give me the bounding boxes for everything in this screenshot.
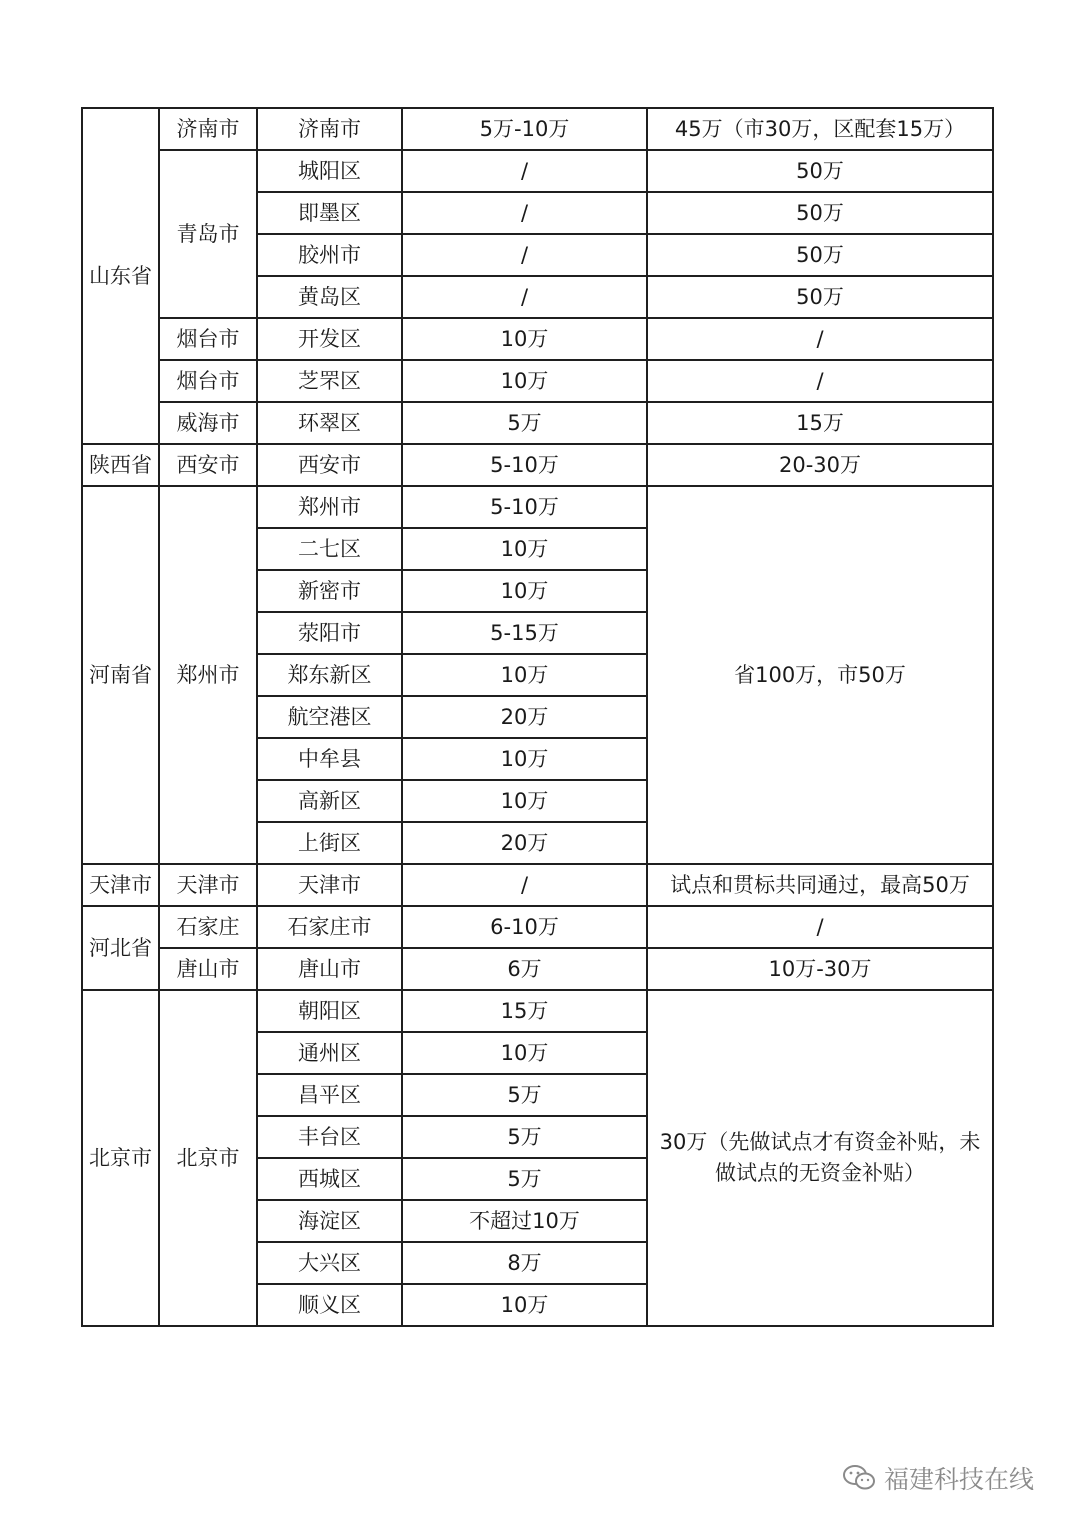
table-row	[82, 864, 993, 906]
higher-subsidy-cell: 50万	[647, 234, 993, 276]
district-cell: 石家庄市	[257, 906, 402, 948]
district-cell: 环翠区	[257, 402, 402, 444]
district-subsidy-cell: 10万	[402, 780, 647, 822]
district-cell: 西城区	[257, 1158, 402, 1200]
city-cell: 济南市	[159, 108, 257, 150]
table-row	[82, 360, 993, 402]
city-cell: 威海市	[159, 402, 257, 444]
higher-subsidy-cell: 50万	[647, 192, 993, 234]
district-cell: 天津市	[257, 864, 402, 906]
district-subsidy-cell: 5-10万	[402, 444, 647, 486]
table-row	[82, 150, 993, 192]
district-cell: 顺义区	[257, 1284, 402, 1326]
district-subsidy-cell: 5万	[402, 1116, 647, 1158]
higher-subsidy-cell: /	[647, 360, 993, 402]
district-subsidy-cell: 5万-10万	[402, 108, 647, 150]
district-cell: 郑州市	[257, 486, 402, 528]
district-subsidy-cell: 20万	[402, 822, 647, 864]
city-cell: 烟台市	[159, 318, 257, 360]
district-cell: 新密市	[257, 570, 402, 612]
district-subsidy-cell: 15万	[402, 990, 647, 1032]
district-cell: 通州区	[257, 1032, 402, 1074]
district-cell: 中牟县	[257, 738, 402, 780]
watermark	[842, 1460, 1034, 1496]
city-cell: 北京市	[159, 990, 257, 1326]
district-cell: 西安市	[257, 444, 402, 486]
city-cell: 烟台市	[159, 360, 257, 402]
table-row	[82, 444, 993, 486]
higher-subsidy-cell: 45万（市30万，区配套15万）	[647, 108, 993, 150]
higher-subsidy-cell: 10万-30万	[647, 948, 993, 990]
province-cell: 山东省	[82, 108, 159, 444]
district-subsidy-cell: 20万	[402, 696, 647, 738]
district-cell: 上街区	[257, 822, 402, 864]
district-subsidy-cell: 5万	[402, 1158, 647, 1200]
province-cell: 天津市	[82, 864, 159, 906]
district-cell: 丰台区	[257, 1116, 402, 1158]
district-cell: 胶州市	[257, 234, 402, 276]
province-cell: 陕西省	[82, 444, 159, 486]
district-subsidy-cell: 5-10万	[402, 486, 647, 528]
subsidy-table	[81, 107, 994, 1327]
higher-subsidy-cell: 15万	[647, 402, 993, 444]
table-row	[82, 486, 993, 528]
district-cell: 郑东新区	[257, 654, 402, 696]
table-body	[82, 108, 993, 1326]
higher-subsidy-cell: 30万（先做试点才有资金补贴，未做试点的无资金补贴）	[647, 990, 993, 1326]
district-subsidy-cell: 5-15万	[402, 612, 647, 654]
district-subsidy-cell: 10万	[402, 360, 647, 402]
district-cell: 芝罘区	[257, 360, 402, 402]
district-cell: 荥阳市	[257, 612, 402, 654]
district-subsidy-cell: 10万	[402, 1032, 647, 1074]
province-cell: 河北省	[82, 906, 159, 990]
higher-subsidy-cell: /	[647, 318, 993, 360]
table-row	[82, 402, 993, 444]
city-cell: 天津市	[159, 864, 257, 906]
district-subsidy-cell: /	[402, 150, 647, 192]
district-subsidy-cell: 8万	[402, 1242, 647, 1284]
city-cell: 西安市	[159, 444, 257, 486]
district-cell: 海淀区	[257, 1200, 402, 1242]
district-subsidy-cell: 5万	[402, 1074, 647, 1116]
province-cell: 北京市	[82, 990, 159, 1326]
district-cell: 唐山市	[257, 948, 402, 990]
district-cell: 济南市	[257, 108, 402, 150]
district-cell: 即墨区	[257, 192, 402, 234]
table-row	[82, 906, 993, 948]
district-subsidy-cell: 6-10万	[402, 906, 647, 948]
district-cell: 城阳区	[257, 150, 402, 192]
district-cell: 黄岛区	[257, 276, 402, 318]
district-subsidy-cell: 6万	[402, 948, 647, 990]
district-subsidy-cell: 10万	[402, 738, 647, 780]
higher-subsidy-cell: /	[647, 906, 993, 948]
city-cell: 青岛市	[159, 150, 257, 318]
district-subsidy-cell: 10万	[402, 528, 647, 570]
district-cell: 高新区	[257, 780, 402, 822]
district-subsidy-cell: 5万	[402, 402, 647, 444]
district-cell: 开发区	[257, 318, 402, 360]
higher-subsidy-cell: 省100万，市50万	[647, 486, 993, 864]
district-cell: 二七区	[257, 528, 402, 570]
district-subsidy-cell: 10万	[402, 570, 647, 612]
higher-subsidy-cell: 50万	[647, 150, 993, 192]
district-cell: 朝阳区	[257, 990, 402, 1032]
city-cell: 郑州市	[159, 486, 257, 864]
district-subsidy-cell: 10万	[402, 1284, 647, 1326]
district-subsidy-cell: /	[402, 192, 647, 234]
district-subsidy-cell: /	[402, 864, 647, 906]
table-row	[82, 318, 993, 360]
district-subsidy-cell: /	[402, 276, 647, 318]
table-row	[82, 108, 993, 150]
district-cell: 昌平区	[257, 1074, 402, 1116]
table-row	[82, 990, 993, 1032]
higher-subsidy-cell: 20-30万	[647, 444, 993, 486]
wechat-icon	[842, 1464, 876, 1492]
district-subsidy-cell: 10万	[402, 654, 647, 696]
district-subsidy-cell: 10万	[402, 318, 647, 360]
district-subsidy-cell: /	[402, 234, 647, 276]
higher-subsidy-cell: 50万	[647, 276, 993, 318]
city-cell: 石家庄	[159, 906, 257, 948]
table-row	[82, 948, 993, 990]
province-cell: 河南省	[82, 486, 159, 864]
district-cell: 大兴区	[257, 1242, 402, 1284]
district-subsidy-cell: 不超过10万	[402, 1200, 647, 1242]
watermark-text: 福建科技在线	[884, 1465, 1035, 1494]
city-cell: 唐山市	[159, 948, 257, 990]
higher-subsidy-cell: 试点和贯标共同通过，最高50万	[647, 864, 993, 906]
district-cell: 航空港区	[257, 696, 402, 738]
